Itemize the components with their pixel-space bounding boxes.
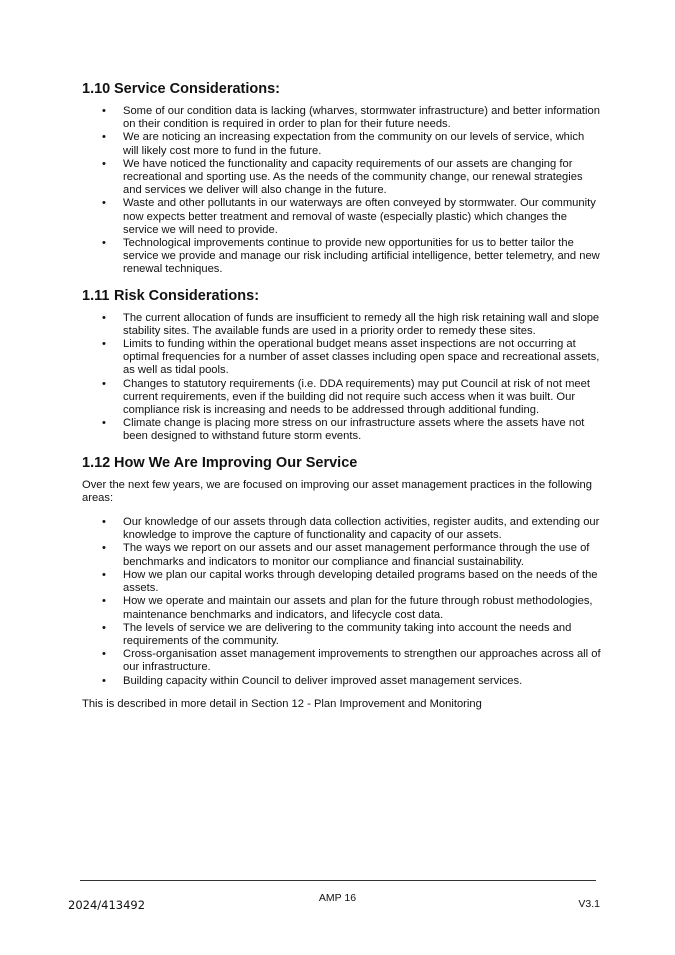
footer-page-label: AMP 16: [318, 892, 357, 904]
bullet-icon: •: [102, 197, 106, 210]
footer-document-id: 2024/413492: [68, 898, 146, 912]
bullet-list: [82, 312, 602, 444]
section-heading: 1.11 Risk Considerations:: [82, 287, 260, 304]
list-item: • The levels of service we are delivering to the community taking into account the needs and requirements of the community.: [102, 621, 572, 647]
closing-paragraph: This is described in more detail in Section 12 - Plan Improvement and Monitoring: [82, 697, 482, 710]
footer-version: V3.1: [578, 898, 600, 910]
intro-paragraph: Over the next few years, we are focused on improving our asset management practices in the following areas:: [82, 478, 592, 504]
bullet-icon: •: [102, 595, 106, 608]
bullet-icon: •: [102, 542, 106, 555]
bullet-icon: •: [102, 516, 106, 529]
bullet-icon: •: [102, 105, 106, 117]
list-item: • How we operate and maintain our assets and plan for the future through robust methodologies, maintenance benchmarks and indicators, and lifecycle cost data.: [102, 595, 593, 621]
page-content: [82, 80, 602, 711]
list-item: • Our knowledge of our assets through data collection activities, register audits, and extending our knowledge to improve the capture of functionality and capacity of our assets.: [102, 516, 600, 542]
list-item: • We have noticed the functionality and capacity requirements of our assets are changing for recreational and sporting use. As the needs of the community change, our renewal strategies and services we deliver will also change in the future.: [102, 157, 583, 197]
bullet-list: [82, 516, 602, 688]
section-risk-considerations: [82, 287, 602, 444]
section-improving-service: [82, 454, 602, 711]
list-item: • Changes to statutory requirements (i.e. DDA requirements) may put Council at risk of not meet current requirements, even if the building did not require such access when it was built. Our compliance risk is increasing and needs to be addressed through additional funding.: [102, 377, 590, 417]
list-item: • Technological improvements continue to provide new opportunities for us to better tailor the service we provide and manage our risk including artificial intelligence, better telemetry, and new renewal techniques.: [102, 237, 600, 276]
bullet-icon: •: [102, 157, 106, 170]
list-item: • Waste and other pollutants in our waterways are often conveyed by stormwater. Our community now expects better treatment and removal of waste (especially plastic) which changes the service we will need to provide.: [102, 197, 596, 236]
bullet-icon: •: [102, 621, 106, 634]
bullet-icon: •: [102, 674, 106, 687]
section-service-considerations: [82, 80, 602, 277]
bullet-icon: •: [102, 648, 106, 661]
list-item: • The current allocation of funds are insufficient to remedy all the high risk retaining wall and slope stability sites. The available funds are used in a priority order to remedy these sites.: [102, 311, 600, 337]
bullet-icon: •: [102, 338, 106, 351]
list-item: • The ways we report on our assets and our asset management performance through the use of benchmarks and indicators to monitor our compliance and financial sustainability.: [102, 542, 590, 568]
list-item: • Building capacity within Council to deliver improved asset management services.: [102, 674, 523, 687]
list-item: • Limits to funding within the operational budget means asset inspections are not occurring at optimal frequencies for a number of asset classes including open space and recreational assets, as well as tidal pools.: [102, 338, 600, 377]
bullet-list: [82, 105, 602, 277]
list-item: • Some of our condition data is lacking (wharves, stormwater infrastructure) and better information on their condition is required in order to plan for their future needs.: [102, 105, 600, 131]
footer-divider: [80, 880, 596, 881]
section-heading: 1.10 Service Considerations:: [82, 81, 280, 97]
list-item: • Climate change is placing more stress on our infrastructure assets where the assets have not been designed to withstand future storm events.: [102, 417, 585, 443]
bullet-icon: •: [102, 131, 106, 144]
bullet-icon: •: [102, 417, 106, 430]
bullet-icon: •: [102, 311, 106, 324]
list-item: • How we plan our capital works through developing detailed programs based on the needs of the assets.: [102, 568, 598, 595]
bullet-icon: •: [102, 237, 106, 250]
section-heading: 1.12 How We Are Improving Our Service: [82, 454, 358, 471]
bullet-icon: •: [102, 377, 106, 390]
list-item: • We are noticing an increasing expectation from the community on our levels of service, which will likely cost more to fund in the future.: [102, 131, 585, 157]
bullet-icon: •: [102, 568, 106, 581]
list-item: • Cross-organisation asset management improvements to strengthen our approaches across all of our infrastructure.: [102, 648, 601, 674]
